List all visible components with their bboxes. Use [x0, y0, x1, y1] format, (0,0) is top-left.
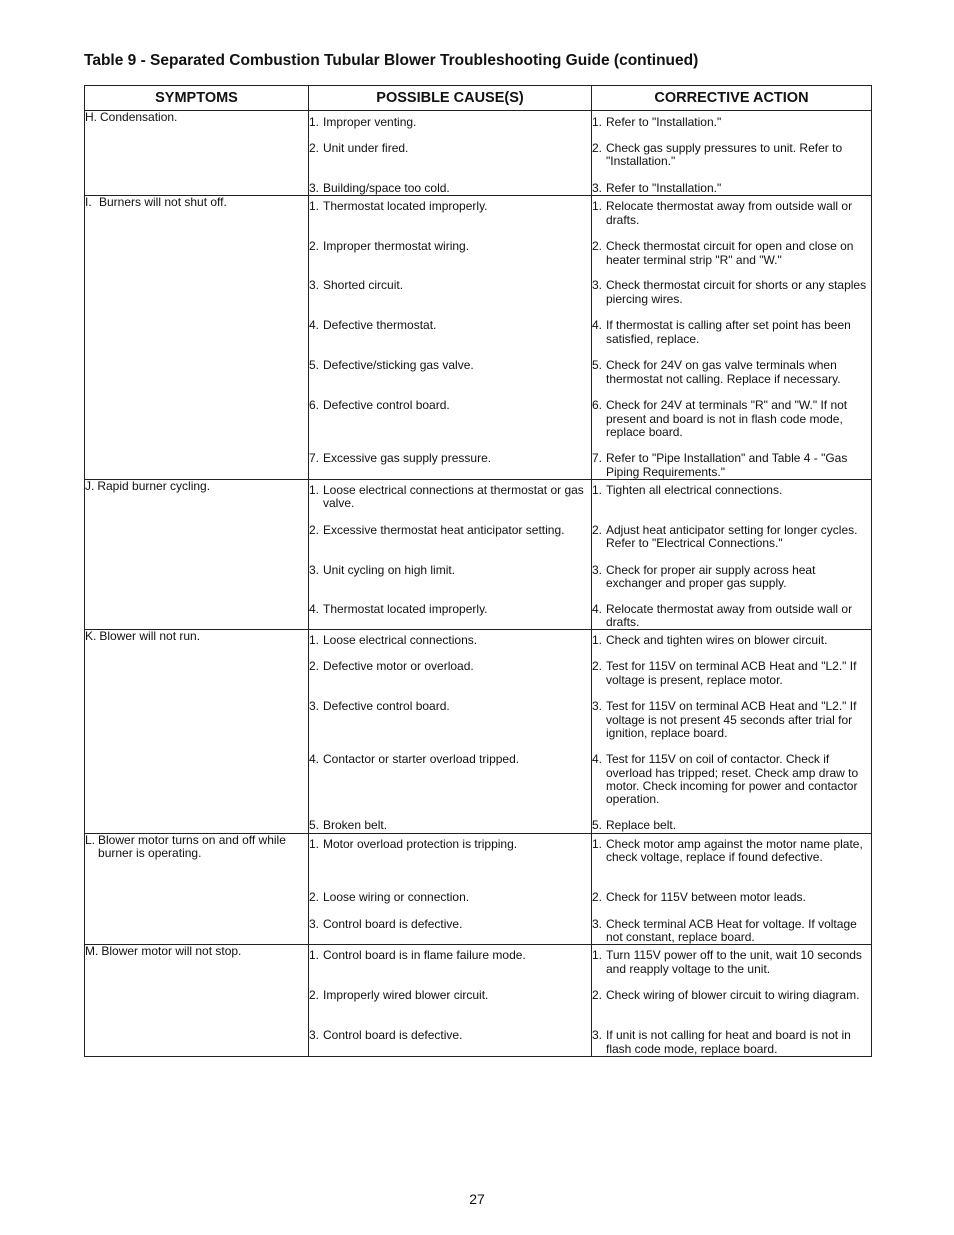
item-number: 5. — [592, 818, 603, 833]
list-item — [309, 359, 591, 399]
symptom-text: Burners will not shut off. — [99, 195, 227, 210]
action-text: Check and tighten wires on blower circuit. — [606, 633, 828, 648]
action-text: Check wiring of blower circuit to wiring diagram. — [606, 988, 860, 1003]
symptom-text: Blower motor will not stop. — [101, 944, 242, 959]
list-item — [309, 452, 591, 465]
cause-text: Control board is defective. — [323, 916, 463, 931]
list-item — [592, 359, 871, 399]
symptom-letter: H. — [85, 110, 97, 124]
item-number: 2. — [309, 659, 320, 674]
item-number: 7. — [309, 451, 320, 466]
troubleshooting-table — [84, 85, 872, 1057]
item-number: 1. — [309, 633, 320, 648]
action-text: Relocate thermostat away from outside wall or drafts. — [606, 199, 853, 227]
action-text: Check motor amp against the motor name plate, check voltage, replace if found defective. — [606, 836, 863, 865]
cause-text: Control board is defective. — [323, 1028, 463, 1043]
item-number: 3. — [309, 181, 320, 195]
item-number: 3. — [592, 278, 603, 293]
table-row — [85, 630, 872, 833]
action-text: Test for 115V on terminal ACB Heat and "L2." If voltage is not present 45 seconds after trial for ignition, replace board. — [606, 699, 857, 741]
cause-text: Improper thermostat wiring. — [323, 239, 470, 254]
causes-cell — [309, 945, 592, 1057]
symptom-text: Rapid burner cycling. — [97, 478, 211, 493]
cause-text: Defective control board. — [323, 398, 450, 413]
item-number: 3. — [592, 916, 603, 931]
cause-text: Unit under fired. — [323, 141, 409, 155]
list-item — [309, 142, 591, 182]
list-item — [592, 891, 871, 918]
item-number: 5. — [309, 358, 320, 373]
list-item — [309, 319, 591, 359]
item-number: 2. — [309, 141, 320, 155]
item-number: 1. — [592, 199, 603, 214]
list-item — [309, 753, 591, 819]
item-number: 2. — [309, 522, 320, 537]
list-item — [592, 116, 871, 142]
item-number: 3. — [309, 1028, 320, 1043]
cause-text: Contactor or starter overload tripped. — [323, 752, 520, 767]
actions-cell — [592, 479, 872, 630]
list-item — [592, 564, 871, 603]
table-row — [85, 833, 872, 945]
list-item — [592, 319, 871, 359]
list-item — [592, 753, 871, 819]
cause-text: Shorted circuit. — [323, 278, 404, 293]
cause-text: Broken belt. — [323, 818, 388, 833]
action-text: Tighten all electrical connections. — [606, 482, 783, 497]
symptom-cell — [85, 479, 309, 630]
cause-text: Unit cycling on high limit. — [323, 562, 456, 577]
item-number: 3. — [309, 278, 320, 293]
cause-text: Thermostat located improperly. — [323, 601, 488, 616]
table-row — [85, 479, 872, 630]
action-text: Refer to "Installation." — [606, 181, 722, 195]
list-item — [309, 634, 591, 660]
symptom-cell — [85, 945, 309, 1057]
item-number: 4. — [309, 752, 320, 767]
cause-text: Thermostat located improperly. — [323, 199, 488, 214]
item-number: 2. — [592, 141, 603, 155]
item-number: 1. — [309, 115, 320, 129]
action-text: Test for 115V on terminal ACB Heat and "L2." If voltage is present, replace motor. — [606, 659, 857, 687]
actions-cell — [592, 945, 872, 1057]
action-text: Check thermostat circuit for open and close on heater terminal strip "R" and "W." — [606, 239, 854, 267]
action-text: Adjust heat anticipator setting for longer cycles. Refer to "Electrical Connections." — [606, 522, 858, 551]
causes-cell — [309, 833, 592, 945]
list-item — [592, 838, 871, 891]
item-number: 1. — [309, 482, 320, 497]
list-item — [309, 949, 591, 989]
list-item — [309, 660, 591, 700]
cause-text: Control board is in flame failure mode. — [323, 948, 526, 963]
cause-text: Loose wiring or connection. — [323, 889, 470, 904]
symptom-cell — [85, 833, 309, 945]
header-symptoms: SYMPTOMS — [85, 86, 309, 111]
cause-text: Improperly wired blower circuit. — [323, 988, 489, 1003]
list-item — [309, 564, 591, 603]
item-number: 2. — [309, 988, 320, 1003]
causes-cell — [309, 111, 592, 196]
symptom-letter: M. — [85, 944, 99, 959]
list-item — [309, 279, 591, 319]
actions-cell — [592, 630, 872, 833]
symptom-text: Blower motor turns on and off while burner is operating. — [98, 832, 286, 861]
cause-text: Defective thermostat. — [323, 318, 437, 333]
symptom-letter: I. — [85, 195, 92, 210]
action-text: Refer to "Installation." — [606, 115, 722, 129]
action-text: Check for proper air supply across heat exchanger and proper gas supply. — [606, 562, 816, 591]
table-header-row — [85, 86, 872, 111]
actions-cell — [592, 111, 872, 196]
item-number: 5. — [309, 818, 320, 833]
list-item — [592, 240, 871, 279]
list-item — [309, 819, 591, 832]
list-item — [309, 524, 591, 564]
list-item — [592, 279, 871, 319]
list-item — [592, 660, 871, 700]
action-text: Replace belt. — [606, 818, 677, 833]
item-number: 4. — [592, 752, 603, 767]
list-item — [309, 200, 591, 240]
symptom-cell — [85, 630, 309, 833]
list-item — [592, 524, 871, 564]
actions-cell — [592, 833, 872, 945]
item-number: 3. — [309, 699, 320, 714]
action-text: Test for 115V on coil of contactor. Check if overload has tripped; reset. Check amp draw to motor. Check incoming for power and contactor operation. — [606, 752, 859, 807]
item-number: 3. — [592, 562, 603, 577]
list-item — [592, 182, 871, 195]
list-item — [592, 989, 871, 1029]
symptom-cell — [85, 196, 309, 480]
list-item — [592, 399, 871, 452]
list-item — [309, 1029, 591, 1042]
list-item — [592, 484, 871, 524]
symptom-letter: K. — [85, 629, 97, 644]
item-number: 1. — [592, 633, 603, 648]
item-number: 2. — [309, 889, 320, 904]
list-item — [309, 918, 591, 931]
item-number: 4. — [309, 601, 320, 616]
list-item — [592, 700, 871, 753]
item-number: 1. — [592, 115, 603, 129]
action-text: Check thermostat circuit for shorts or any staples piercing wires. — [606, 278, 867, 306]
list-item — [309, 989, 591, 1029]
cause-text: Loose electrical connections. — [323, 633, 478, 648]
list-item — [592, 634, 871, 660]
list-item — [592, 603, 871, 630]
action-text: If unit is not calling for heat and board is not in flash code mode, replace board. — [606, 1028, 851, 1056]
action-text: Refer to "Pipe Installation" and Table 4 - "Gas Piping Requirements." — [606, 451, 848, 479]
symptom-text: Condensation. — [100, 110, 178, 124]
item-number: 4. — [309, 318, 320, 333]
page-number: 27 — [469, 1191, 485, 1207]
list-item — [309, 240, 591, 279]
list-item — [309, 838, 591, 891]
list-item — [309, 484, 591, 524]
list-item — [592, 452, 871, 479]
action-text: Check for 24V on gas valve terminals when thermostat not calling. Replace if necessary. — [606, 358, 841, 386]
action-text: Check for 24V at terminals "R" and "W." If not present and board is not in flash code mode, replace board. — [606, 398, 848, 439]
list-item — [592, 819, 871, 832]
item-number: 3. — [592, 181, 603, 195]
table-row — [85, 111, 872, 196]
cause-text: Defective/sticking gas valve. — [323, 358, 474, 373]
symptom-letter: J. — [85, 478, 95, 493]
cause-text: Improper venting. — [323, 115, 417, 129]
list-item — [309, 182, 591, 195]
item-number: 1. — [309, 199, 320, 214]
item-number: 1. — [592, 836, 603, 851]
item-number: 4. — [592, 318, 603, 333]
header-possible-causes: POSSIBLE CAUSE(S) — [309, 86, 592, 111]
item-number: 7. — [592, 451, 603, 466]
item-number: 2. — [592, 889, 603, 904]
action-text: Turn 115V power off to the unit, wait 10 seconds and reapply voltage to the unit. — [606, 948, 862, 976]
action-text: Check gas supply pressures to unit. Refer to "Installation." — [606, 141, 843, 169]
item-number: 2. — [592, 522, 603, 537]
actions-cell — [592, 196, 872, 480]
list-item — [309, 603, 591, 616]
list-item — [309, 891, 591, 918]
item-number: 2. — [592, 988, 603, 1003]
item-number: 3. — [309, 562, 320, 577]
item-number: 3. — [309, 916, 320, 931]
symptom-letter: L. — [85, 832, 96, 847]
table-row — [85, 196, 872, 480]
item-number: 1. — [309, 948, 320, 963]
item-number: 6. — [309, 398, 320, 413]
item-number: 1. — [592, 482, 603, 497]
page-title: Table 9 - Separated Combustion Tubular Blower Troubleshooting Guide (continued) — [84, 52, 699, 69]
action-text: If thermostat is calling after set point has been satisfied, replace. — [606, 318, 851, 346]
item-number: 2. — [592, 659, 603, 674]
causes-cell — [309, 479, 592, 630]
symptom-text: Blower will not run. — [99, 629, 201, 644]
item-number: 3. — [592, 1028, 603, 1043]
action-text: Relocate thermostat away from outside wall or drafts. — [606, 601, 853, 630]
cause-text: Excessive thermostat heat anticipator setting. — [323, 522, 565, 537]
item-number: 2. — [592, 239, 603, 254]
cause-text: Building/space too cold. — [323, 181, 450, 195]
cause-text: Defective motor or overload. — [323, 659, 474, 674]
list-item — [592, 1029, 871, 1056]
item-number: 1. — [592, 948, 603, 963]
item-number: 2. — [309, 239, 320, 254]
cause-text: Defective control board. — [323, 699, 450, 714]
list-item — [592, 200, 871, 240]
list-item — [592, 142, 871, 182]
symptom-cell — [85, 111, 309, 196]
item-number: 6. — [592, 398, 603, 413]
header-corrective-action: CORRECTIVE ACTION — [592, 86, 872, 111]
cause-text: Excessive gas supply pressure. — [323, 451, 492, 466]
table-row — [85, 945, 872, 1057]
list-item — [309, 116, 591, 142]
list-item — [592, 918, 871, 945]
cause-text: Loose electrical connections at thermostat or gas valve. — [323, 482, 584, 511]
item-number: 3. — [592, 699, 603, 714]
item-number: 1. — [309, 836, 320, 851]
action-text: Check for 115V between motor leads. — [606, 889, 806, 904]
causes-cell — [309, 630, 592, 833]
list-item — [592, 949, 871, 989]
list-item — [309, 700, 591, 753]
item-number: 5. — [592, 358, 603, 373]
action-text: Check terminal ACB Heat for voltage. If voltage not constant, replace board. — [606, 916, 857, 945]
list-item — [309, 399, 591, 452]
item-number: 4. — [592, 601, 603, 616]
cause-text: Motor overload protection is tripping. — [323, 836, 518, 851]
causes-cell — [309, 196, 592, 480]
